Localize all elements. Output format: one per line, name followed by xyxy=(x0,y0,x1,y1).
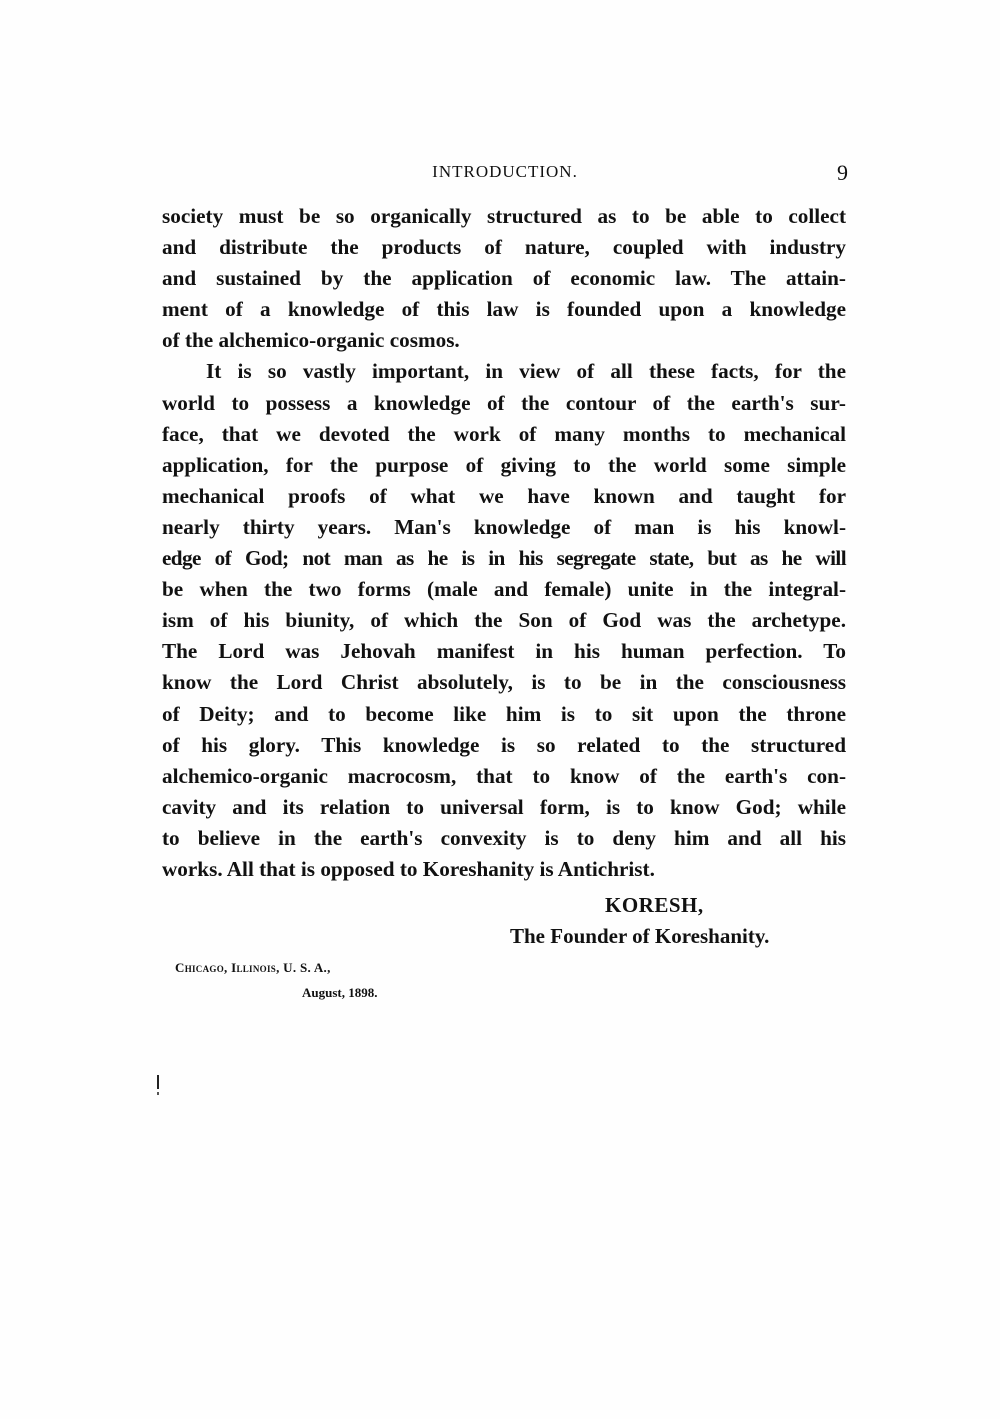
text-line: to believe in the earth's convexity is to deny him and all his xyxy=(162,825,846,850)
text-line: be when the two forms (male and female) unite in the integral- xyxy=(162,577,846,602)
text-line: and distribute the products of nature, coupled with industry xyxy=(162,235,846,260)
page-number: 9 xyxy=(837,160,848,185)
text-line: of his glory. This knowledge is so related to the structured xyxy=(162,732,846,757)
text-line: ism of his biunity, of which the Son of God was the archetype. xyxy=(162,608,846,633)
text-line: face, that we devoted the work of many months to mechanical xyxy=(162,421,846,446)
scan-mark xyxy=(157,1075,159,1089)
text-line: world to possess a knowledge of the contour of the earth's sur- xyxy=(162,390,846,415)
paragraph-1 xyxy=(162,201,846,356)
dateline-date: August, 1898. xyxy=(302,985,378,1000)
text-line: It is so vastly important, in view of all these facts, for the xyxy=(206,359,846,384)
text-line: The Lord was Jehovah manifest in his human perfection. To xyxy=(162,639,846,664)
text-line: know the Lord Christ absolutely, is to be in the consciousness xyxy=(162,670,846,695)
dateline-place: Chicago, Illinois, U. S. A., xyxy=(175,960,331,975)
text-line: of the alchemico-organic cosmos. xyxy=(162,328,460,353)
text-line: works. All that is opposed to Koreshanity is Antichrist. xyxy=(162,856,655,881)
text-line: of Deity; and to become like him is to sit upon the throne xyxy=(162,701,846,726)
author-title: The Founder of Koreshanity. xyxy=(510,924,770,948)
text-line: society must be so organically structured as to be able to collect xyxy=(162,204,846,228)
scan-mark-dot xyxy=(157,1092,159,1095)
text-line: nearly thirty years. Man's knowledge of man is his knowl- xyxy=(162,514,846,539)
text-line: edge of God; not man as he is in his segregate state, but as he will xyxy=(162,546,846,571)
chapter-title: INTRODUCTION. xyxy=(432,162,578,181)
text-line: cavity and its relation to universal form, is to know God; while xyxy=(162,794,846,819)
text-line: application, for the purpose of giving to the world some simple xyxy=(162,452,846,477)
text-line: alchemico-organic macrocosm, that to know of the earth's con- xyxy=(162,763,846,788)
text-line: ment of a knowledge of this law is founded upon a knowledge xyxy=(162,297,846,322)
text-line: mechanical proofs of what we have known and taught for xyxy=(162,483,846,508)
paragraph-2 xyxy=(162,356,846,885)
running-head xyxy=(162,160,848,190)
body-text xyxy=(162,201,846,885)
author-name: KORESH, xyxy=(605,893,704,917)
text-line: and sustained by the application of economic law. The attain- xyxy=(162,266,846,291)
